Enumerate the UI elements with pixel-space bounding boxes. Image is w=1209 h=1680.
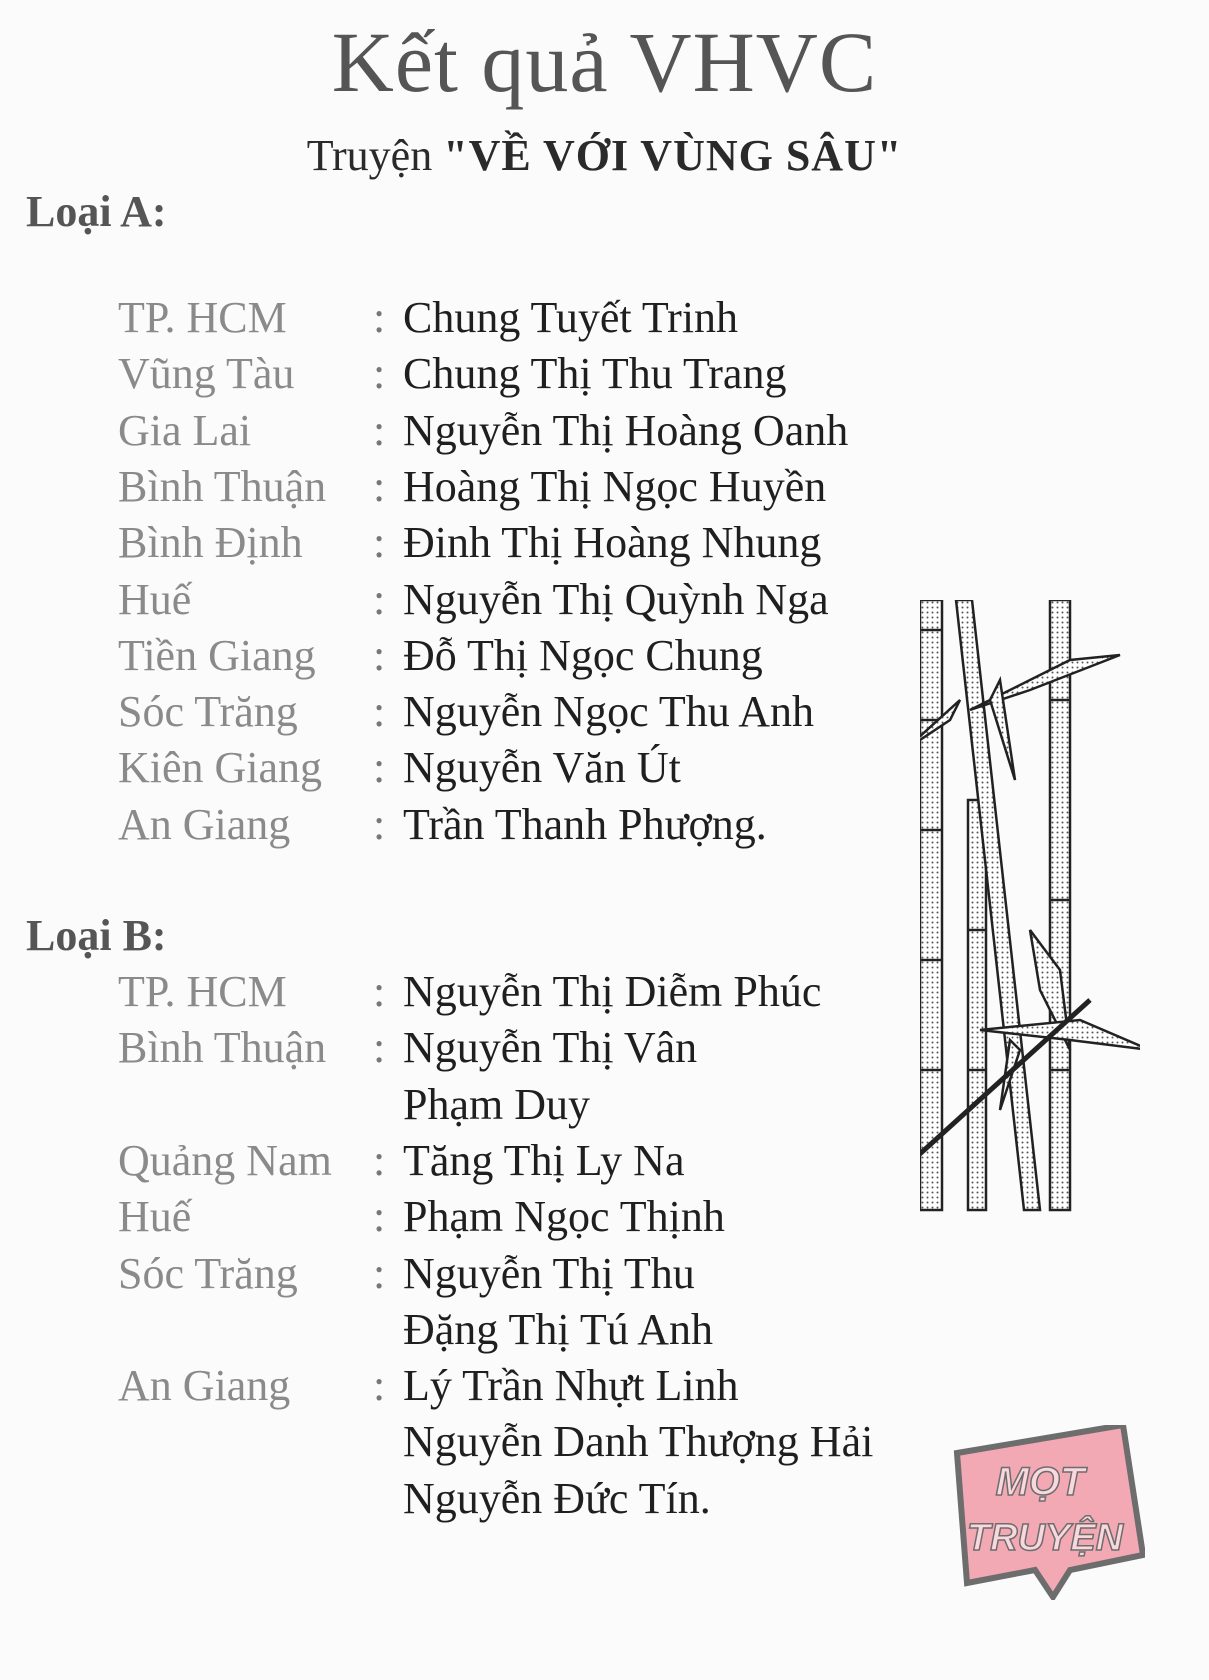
- logo-text-truyen: TRUYỆN: [966, 1517, 1124, 1559]
- bamboo-icon: [920, 600, 1140, 1220]
- winner-name: Nguyễn Danh Thượng Hải: [403, 1417, 874, 1467]
- province-label: Tiền Giang: [118, 630, 316, 680]
- province-label: Gia Lai: [118, 405, 252, 455]
- winner-name: Trần Thanh Phượng.: [403, 799, 767, 849]
- winner-name: Phạm Duy: [403, 1079, 590, 1129]
- page-title: Kết quả VHVC: [331, 14, 878, 110]
- subtitle-prefix: Truyện: [306, 131, 444, 180]
- section-heading-b: Loại B:: [26, 911, 167, 960]
- winner-name: Đinh Thị Hoàng Nhung: [403, 518, 822, 568]
- province-label: Sóc Trăng: [118, 1248, 298, 1298]
- winner-name: Nguyễn Thị Quỳnh Nga: [403, 574, 829, 624]
- province-label: Vũng Tàu: [118, 349, 295, 399]
- winner-name: Chung Tuyết Trinh: [403, 293, 739, 342]
- winner-name: Nguyễn Thị Hoàng Oanh: [403, 405, 849, 455]
- province-label: Sóc Trăng: [118, 687, 298, 737]
- separator-colon: :: [373, 293, 386, 342]
- story-title: "VỀ VỚI VÙNG SÂU": [443, 131, 903, 180]
- province-label: An Giang: [118, 799, 291, 849]
- winner-name: Chung Thị Thu Trang: [403, 349, 787, 399]
- province-label: An Giang: [118, 1361, 291, 1411]
- logo-text-mot: MỌT: [995, 1460, 1085, 1504]
- separator-colon: :: [373, 1135, 386, 1185]
- winner-name: Nguyễn Văn Út: [403, 743, 681, 793]
- province-label: Bình Thuận: [118, 1023, 327, 1073]
- winner-name: Đặng Thị Tú Anh: [403, 1304, 714, 1354]
- mot-truyen-logo: [945, 1425, 1145, 1600]
- separator-colon: :: [373, 405, 386, 455]
- separator-colon: :: [373, 349, 386, 399]
- separator-colon: :: [373, 574, 386, 624]
- separator-colon: :: [373, 1023, 386, 1073]
- winner-name: Phạm Ngọc Thịnh: [403, 1192, 725, 1242]
- winner-name: Nguyễn Thị Thu: [403, 1248, 695, 1298]
- winner-name: Nguyễn Thị Vân: [403, 1023, 698, 1073]
- winner-name: Nguyễn Thị Diễm Phúc: [403, 967, 822, 1016]
- winner-name: Hoàng Thị Ngọc Huyền: [403, 461, 827, 511]
- separator-colon: :: [373, 518, 386, 568]
- province-label: Bình Định: [118, 518, 303, 568]
- page-subtitle: [0, 130, 1209, 181]
- province-label: Quảng Nam: [118, 1135, 332, 1185]
- province-label: Bình Thuận: [118, 461, 327, 511]
- separator-colon: :: [373, 687, 386, 737]
- winner-name: Lý Trần Nhựt Linh: [403, 1361, 739, 1411]
- separator-colon: :: [373, 1361, 386, 1411]
- separator-colon: :: [373, 1248, 386, 1298]
- separator-colon: :: [373, 799, 386, 849]
- province-label: Huế: [118, 574, 192, 624]
- winner-name: Đỗ Thị Ngọc Chung: [403, 630, 763, 680]
- separator-colon: :: [373, 461, 386, 511]
- winner-name: Nguyễn Đức Tín.: [403, 1473, 711, 1523]
- winner-name: Nguyễn Ngọc Thu Anh: [403, 687, 815, 737]
- province-label: Kiên Giang: [118, 743, 323, 793]
- separator-colon: :: [373, 630, 386, 680]
- winner-name: Tăng Thị Ly Na: [403, 1135, 685, 1185]
- section-heading-a: Loại A:: [26, 187, 167, 236]
- separator-colon: :: [373, 967, 386, 1016]
- separator-colon: :: [373, 1192, 386, 1242]
- province-label: TP. HCM: [118, 967, 287, 1016]
- province-label: Huế: [118, 1192, 192, 1242]
- province-label: TP. HCM: [118, 293, 287, 342]
- separator-colon: :: [373, 743, 386, 793]
